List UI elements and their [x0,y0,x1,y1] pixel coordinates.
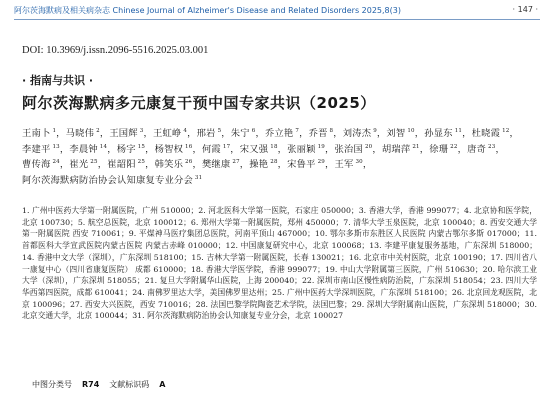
affiliation-marker: 20 [363,143,373,150]
affiliation-marker: 15 [135,143,146,150]
author-name [265,128,299,139]
author-name [424,128,462,139]
author-name [22,128,56,139]
author-name [69,159,97,170]
affiliation-list: 1. 广州中医药大学第一附属医院，广州 510000；2. 河北医科大学第一医院，石家庄 050000；3. 香港大学，香港 999077；4. 北京协和医学院，北京 100730；5. 航空总医院，北京 100012；6. 郑州大学第一附属医院，郑州 450000；7. 清华大学玉泉医院，北京 100040；8. 西安交通大学第一附属医院 西安 710061；9. 平煤神马医疗集团总医院，河南平顶山 467000；10. 鄂尔多斯市东胜区人民医院 内蒙古鄂尔多斯 017000；11. 首都医科大学宣武医院内蒙古医院 内蒙古赤峰 010000；12. 中国康复研究中心，北京 100068；13. 李建平康复服务基地，广东深圳 518000；14. 香港中文大学（深圳），广东深圳 518100；15. 吉林大学第一附属医院，长春 130021；16. 北京市中关村医院，北京 100190；17. 四川省八一康复中心（四川省康复医院） 成都 610000；18. 香港大学医学院，香港 999077；19. 中山大学附属第三医院，广州 510630；20. 哈尔滨工业大学（深圳），广东深圳 518055；21. 复旦大学附属华山医院，上海 200040；22. 深圳市南山区慢性病防治院，广东深圳 518054；23. 四川大学华西第四医院，成都 610041；24. 南佛罗里达大学，美国佛罗里达州；25. 广州中医药大学深圳医院，广东深圳 518100；26. 北京回龙观医院，北京 100096；27. 西安大兴医院，西安 710016；28. 法国巴黎学院陶瓷艺术学院，法国巴黎；29. 深圳大学附属南山医院，广东深圳 518000；30. 北京交通大学，北京 100044；31. 阿尔茨海默病防治协会认知康复专业分会，北京 100027 [22,206,537,321]
affiliation-marker: 1 [50,127,57,134]
author-list: 王南卜 $^1$，马晓伟 $^2$，王国辉 $^3$，王虹峥 $^4$，邢岩 $^5$，朱宁 $^6$，乔立艳 $^7$，乔晋 $^8$，刘涛杰 $^9$，刘智 $^{10}$，孙显东 $^{11}$，杜晓霞 $^{12}$，李建平 $^{13}$，李晨钟 $^{14}$，杨字 $^{15}$，杨智权 $^{16}$，何霞 $^{17}$，宋又强 $^{18}$，张丽颖 $^{19}$，张治国 $^{20}$，胡瑞萍 $^{21}$，徐珊 $^{22}$，唐奇 $^{23}$，曹传海 $^{24}$，崔光 $^{25}$，崔韶阳 $^{25}$，韩笑乐 $^{26}$，樊继康 $^{27}$，操艳 $^{28}$，宋鲁平 $^{29}$，王军 $^{30}$，阿尔茨海默病防治协会认知康复专业分会 $^{31}$ [22,127,519,186]
affiliation-marker: 29 [315,158,326,165]
affiliation-marker: 25 [135,158,146,165]
affiliation-marker: 17 [220,143,231,150]
clc-value: R74 [82,380,100,389]
author-name-text: 张丽颖 [287,143,316,155]
classification-line [32,379,166,390]
author-name [335,159,363,170]
doi-line[interactable]: DOI: 10.3969/j.issn.2096-5516.2025.03.001 [22,45,209,56]
affiliation-marker: 26 [183,158,193,165]
affiliation-marker: 16 [183,143,193,150]
author-name [202,159,240,170]
author-name-text: 王虹峥 [152,128,182,139]
author-name [472,128,510,139]
article-title: 阿尔茨海默病多元康复干预中国专家共识（2025） [22,94,376,112]
author-name [240,144,278,155]
author-name-text: 杨智权 [154,143,184,155]
author-name-text: 徐珊 [429,143,449,155]
author-name-text: 宋鲁平 [287,159,316,170]
author-name [382,144,420,155]
running-header [0,0,554,22]
author-name [155,144,193,155]
affiliation-marker: 8 [327,127,334,134]
author-name-text: 宋又强 [239,143,269,155]
affiliation-marker: 10 [405,127,415,134]
affiliation-marker: 14 [97,143,108,150]
author-name-text: 韩笑乐 [154,159,184,170]
author-name [343,128,377,139]
affiliation-marker: 18 [268,143,278,150]
affiliation-marker: 23 [486,143,496,150]
affiliation-marker: 13 [50,143,60,150]
affiliation-marker: 31 [192,174,203,181]
affiliation-marker: 25 [88,158,98,165]
author-name [117,144,145,155]
author-name-text: 李晨钟 [69,143,98,155]
author-name [109,128,143,139]
author-name-text: 刘涛杰 [342,128,372,139]
author-name-text: 崔光 [69,159,89,170]
clc-label: 中图分类号 [32,380,72,389]
author-name-text: 崔韶阳 [107,159,136,170]
author-name [287,159,325,170]
author-name [22,159,60,170]
author-name-text: 唐奇 [467,143,487,155]
author-name [231,128,256,139]
section-label: · 指南与共识 · [22,74,94,87]
affiliation-marker: 24 [50,158,60,165]
affiliation-marker: 3 [137,127,144,134]
author-name [22,144,60,155]
author-name [429,144,457,155]
author-name-text: 朱宁 [230,128,250,139]
affiliation-marker: 12 [500,127,510,134]
author-name-text: 王南卜 [22,128,51,139]
affiliation-marker: 19 [315,143,326,150]
author-name [197,128,222,139]
affiliation-marker: 2 [94,127,100,134]
author-name-text: 刘智 [386,128,406,139]
author-name-text: 杨字 [116,143,136,155]
affiliation-marker: 27 [230,158,240,165]
author-name-text: 马晓伟 [65,128,95,139]
affiliation-marker: 4 [181,127,188,134]
author-name [153,128,187,139]
author-name [249,159,277,170]
author-name-text: 张治国 [334,143,364,155]
affiliation-marker: 22 [448,143,458,150]
author-name [66,128,100,139]
author-name-text: 李建平 [22,143,51,155]
affiliation-marker: 21 [410,143,420,150]
author-name-text: 樊继康 [201,159,231,170]
author-name [202,144,230,155]
page-number: · 147 · [512,5,538,14]
author-name-text: 邢岩 [196,128,216,139]
author-name [335,144,373,155]
author-name [309,128,334,139]
author-name-text: 王国辉 [109,128,138,139]
author-name [155,159,193,170]
author-name-text: 阿尔茨海默病防治协会认知康复专业分会 [22,174,193,186]
author-name-text: 孙显东 [424,128,453,139]
author-name [386,128,414,139]
affiliation-marker: 30 [353,158,363,165]
author-name [287,144,325,155]
author-name-text: 乔立艳 [264,128,294,139]
doc-code-label: 文献标识码 [109,380,150,389]
doc-code-value: A [159,380,166,389]
affiliation-marker: 5 [215,127,222,134]
author-name [107,159,145,170]
author-name-text: 何霞 [201,143,221,155]
author-name [22,175,202,186]
author-name-text: 曹传海 [22,159,51,170]
affiliation-marker: 6 [249,127,256,134]
affiliation-marker: 7 [293,127,300,134]
affiliation-marker: 9 [371,127,377,134]
author-name-text: 乔晋 [308,128,328,139]
header-rule [14,19,540,20]
affiliation-marker: 28 [268,158,278,165]
author-name [69,144,107,155]
author-name-text: 胡瑞萍 [381,143,411,155]
author-name [467,144,495,155]
author-name-text: 杜晓霞 [471,128,501,139]
author-name-text: 操艳 [249,159,269,170]
affiliation-marker: 11 [452,127,463,134]
journal-citation: 阿尔茨海默病及相关病杂志 Chinese Journal of Alzheimer's Disease and Related Disorders 2025,8(3) [14,6,401,15]
author-name-text: 王军 [334,159,354,170]
